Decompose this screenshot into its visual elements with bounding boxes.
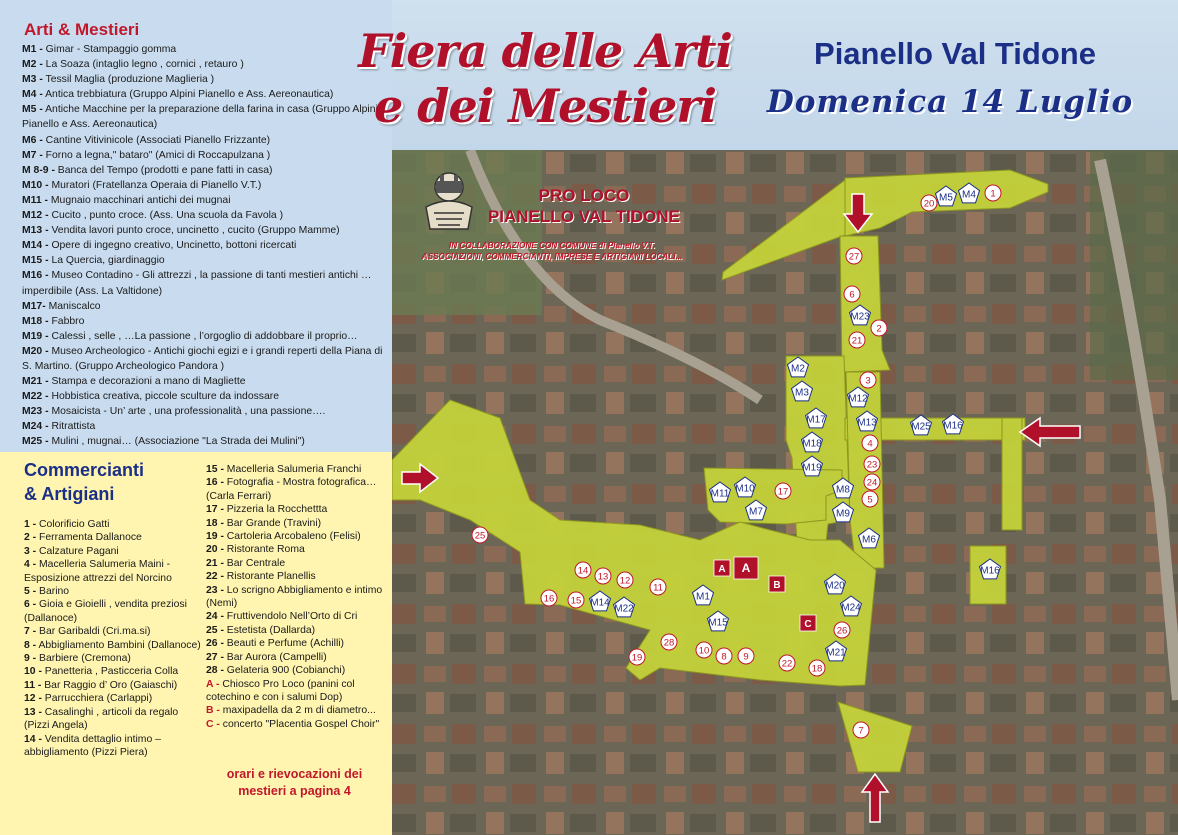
event-title	[355, 24, 735, 134]
shop-text: Bar Aurora (Campelli)	[223, 651, 327, 663]
shop-code: 7 -	[24, 626, 37, 638]
craft-marker-label: M4	[962, 189, 976, 201]
craft-text: La Soaza (intaglio legno , cornici , retauro )	[42, 59, 244, 71]
shop-marker	[575, 562, 591, 578]
shop-text: Ristorante Planellis	[223, 571, 316, 583]
craft-text: La Quercia, giardinaggio	[48, 255, 165, 267]
shop-code: 28 -	[206, 665, 224, 677]
shop-marker	[738, 648, 754, 664]
shop-code: 4 -	[24, 559, 37, 571]
craft-code: M7 -	[22, 149, 43, 161]
town-name: Pianello Val Tidone	[814, 36, 1096, 71]
shop-marker	[864, 456, 880, 472]
shop-item	[206, 651, 388, 664]
shop-marker	[860, 372, 876, 388]
shop-item	[24, 585, 204, 598]
shop-item	[206, 463, 388, 476]
shop-marker	[921, 195, 937, 211]
shop-code: 26 -	[206, 638, 224, 650]
craft-marker-label: M6	[862, 534, 876, 546]
shop-code: 10 -	[24, 666, 42, 678]
shop-item	[24, 665, 204, 678]
craft-code: M2 -	[22, 59, 43, 71]
shop-marker	[862, 491, 878, 507]
shop-item	[206, 517, 388, 530]
shop-marker-label: 11	[653, 582, 663, 594]
shop-item	[206, 584, 388, 611]
craft-code: M17-	[22, 300, 46, 312]
shop-item	[206, 637, 388, 650]
shop-code: 3 -	[24, 545, 37, 557]
shop-text: Bar Garibaldi (Cri.ma.si)	[36, 626, 151, 638]
craft-marker-label: M17	[806, 414, 826, 426]
craft-text: Mosaicista - Un’ arte , una professionalità , una passione….	[48, 406, 326, 418]
craft-marker-label: M7	[749, 506, 763, 518]
shop-code: 27 -	[206, 651, 224, 663]
craft-code: M11 -	[22, 194, 48, 206]
shop-item	[24, 652, 204, 665]
shop-text: Barino	[36, 586, 70, 598]
proloco-collaboration	[414, 240, 690, 262]
shop-marker	[650, 579, 666, 595]
craft-item	[22, 344, 387, 374]
shop-item	[206, 624, 388, 637]
craft-item	[22, 314, 387, 329]
shop-marker	[661, 634, 677, 650]
craft-item	[22, 223, 387, 238]
shops-list-col1	[24, 518, 204, 759]
shop-marker-label: 28	[663, 637, 675, 649]
schedule-note	[207, 766, 382, 800]
shop-code: 2 -	[24, 532, 37, 544]
letter-marker-label: A	[741, 561, 751, 575]
shop-marker-label: 7	[858, 725, 864, 737]
craft-marker-label: M16	[943, 420, 963, 432]
shops-title	[24, 458, 144, 506]
craft-item	[22, 268, 387, 298]
shop-marker	[775, 483, 791, 499]
shops-title-line1: Commercianti	[24, 460, 145, 480]
craft-code: M12 -	[22, 210, 49, 222]
shop-code: 11 -	[24, 679, 42, 691]
craft-code: M 8-9 -	[22, 164, 55, 176]
craft-item	[22, 148, 387, 163]
shop-marker-label: 21	[851, 335, 863, 347]
shop-code: 9 -	[24, 653, 37, 665]
shop-marker-label: 2	[876, 323, 882, 335]
shop-item	[24, 558, 204, 585]
shop-marker	[853, 722, 869, 738]
shop-text: Bar Centrale	[223, 557, 286, 569]
craft-text: Hobbistica creativa, piccole sculture da indossare	[48, 391, 280, 403]
craft-item	[22, 374, 387, 389]
craft-code: M25 -	[22, 436, 49, 448]
craft-marker-label: M15	[708, 617, 728, 629]
craft-text: Maniscalco	[45, 300, 101, 312]
shop-text: Panetteria , Pasticceria Colla	[41, 666, 179, 678]
craft-item	[22, 238, 387, 253]
craft-text: Antica trebbiatura (Gruppo Alpini Pianello e Ass. Aereonautica)	[42, 89, 334, 101]
shop-item	[206, 557, 388, 570]
shop-marker	[809, 660, 825, 676]
craft-item	[22, 208, 387, 223]
shop-marker	[846, 248, 862, 264]
craft-code: M4 -	[22, 89, 43, 101]
craft-marker-label: M11	[710, 488, 730, 500]
shop-marker	[595, 568, 611, 584]
shop-marker-label: 17	[777, 486, 789, 498]
shop-code: 1 -	[24, 519, 37, 530]
shop-marker-label: 1	[990, 188, 996, 200]
craft-text: Fabbro	[48, 315, 85, 327]
shop-marker	[864, 474, 880, 490]
shop-marker	[862, 435, 878, 451]
shop-text: Beauti e Perfume (Achilli)	[223, 638, 345, 650]
craft-item	[22, 72, 387, 87]
shop-code: 23 -	[206, 584, 224, 596]
shop-item	[206, 664, 388, 677]
shop-code: 8 -	[24, 639, 37, 651]
shop-marker-label: 3	[865, 375, 871, 387]
shop-text: Gelateria 900 (Cobianchi)	[223, 665, 346, 677]
shop-marker	[568, 592, 584, 608]
shop-marker-label: 9	[743, 651, 749, 663]
craft-code: M1 -	[22, 44, 43, 55]
craft-text: Museo Archeologico - Antichi giochi egizi e i grandi reperti della Piana di S. Martino. (Gruppo Archeologico Pandora )	[22, 345, 383, 372]
shop-code: 21 -	[206, 557, 224, 569]
proloco-name-line2: PIANELLO VAL TIDONE	[487, 207, 681, 226]
craft-text: Cucito , punto croce. (Ass. Una scuola da Favola )	[48, 210, 284, 222]
craft-marker-label: M5	[939, 192, 953, 204]
craft-item	[22, 102, 387, 132]
craft-marker-label: M1	[696, 591, 710, 603]
shop-marker-label: 19	[631, 652, 643, 664]
event-date: Domenica 14 Luglio	[766, 84, 1134, 120]
shop-text: Gioia e Gioielli , vendita preziosi (Dallanoce)	[24, 599, 187, 624]
shop-marker	[844, 286, 860, 302]
shop-item	[206, 678, 388, 705]
craft-text: Calessi , selle , …La passione , l’orgoglio di addobbare il proprio…	[48, 330, 358, 342]
shop-marker	[834, 622, 850, 638]
letter-marker-label: B	[773, 580, 781, 591]
craft-item	[22, 193, 387, 208]
craft-text: Stampa e decorazioni a mano di Magliette	[48, 376, 246, 388]
shop-code: B -	[206, 705, 220, 717]
craft-text: Opere di ingegno creativo, Uncinetto, bottoni ricercati	[48, 240, 297, 252]
craft-item	[22, 253, 387, 268]
shop-code: 15 -	[206, 464, 224, 475]
shop-item	[24, 639, 204, 652]
shop-marker-label: 13	[597, 571, 609, 583]
craft-code: M19 -	[22, 330, 49, 342]
craft-item	[22, 57, 387, 72]
craft-item	[22, 178, 387, 193]
shop-marker-label: 6	[849, 289, 855, 301]
craft-marker-label: M13	[857, 417, 877, 429]
craft-code: M18 -	[22, 315, 49, 327]
craft-text: Cantine Vitivinicole (Associati Pianello Frizzante)	[42, 134, 271, 146]
craft-code: M22 -	[22, 391, 49, 403]
shop-marker	[779, 655, 795, 671]
craft-code: M20 -	[22, 345, 49, 357]
craft-marker-label: M19	[802, 462, 822, 474]
shop-text: Casalinghi , articoli da regalo (Pizzi Angela)	[24, 706, 179, 732]
shop-marker-label: 20	[923, 198, 935, 210]
shop-code: 13 -	[24, 706, 42, 718]
craft-code: M23 -	[22, 406, 49, 418]
craft-marker-label: M24	[841, 602, 861, 614]
shops-list-col2	[206, 463, 388, 731]
proloco-collab-line1: IN COLLABORAZIONE CON COMUNE di Pianello V.T.	[448, 241, 656, 250]
shop-marker-label: 14	[577, 565, 589, 577]
shop-marker	[629, 649, 645, 665]
shop-marker	[849, 332, 865, 348]
craft-text: Banca del Tempo (prodotti e pane fatti in casa)	[54, 164, 273, 176]
shop-item	[24, 598, 204, 625]
proloco-name	[484, 185, 684, 227]
craft-marker-label: M2	[791, 363, 805, 375]
shop-marker-label: 26	[836, 625, 848, 637]
craft-marker-label: M8	[836, 484, 850, 496]
craft-code: M15 -	[22, 255, 49, 267]
shop-text: Estetista (Dallarda)	[223, 624, 316, 636]
shop-text: Parrucchiera (Carlappi)	[41, 693, 153, 705]
shop-code: 24 -	[206, 611, 224, 623]
craft-item	[22, 299, 387, 314]
shop-text: Calzature Pagani	[36, 545, 119, 557]
shop-text: Macelleria Salumeria Franchi	[223, 464, 362, 475]
letter-marker	[714, 560, 730, 576]
letter-marker-label: C	[804, 619, 812, 630]
craft-marker-label: M12	[848, 393, 868, 405]
craft-code: M13 -	[22, 225, 49, 237]
shop-marker-label: 10	[698, 645, 710, 657]
letter-marker	[769, 576, 785, 592]
shop-text: Bar Grande (Travini)	[223, 517, 322, 529]
shop-text: Barbiere (Cremona)	[36, 653, 131, 665]
shop-text: Pizzeria la Rocchettta	[223, 504, 328, 516]
shop-marker	[617, 572, 633, 588]
shop-marker-label: 12	[619, 575, 631, 587]
shop-item	[24, 733, 204, 760]
craft-text: Mulini , mugnai… (Associazione "La Strada dei Mulini")	[48, 436, 305, 448]
shop-text: Fotografia - Mostra fotografica… (Carla Ferrari)	[206, 477, 377, 502]
shop-item	[24, 545, 204, 558]
shop-marker-label: 25	[474, 530, 486, 542]
shop-code: 20 -	[206, 544, 224, 556]
shop-code: C -	[206, 718, 220, 730]
shop-marker-label: 16	[543, 593, 555, 605]
shop-text: Colorificio Gatti	[36, 519, 110, 530]
shop-marker	[716, 648, 732, 664]
craft-marker-label: M10	[735, 483, 755, 495]
shop-text: concerto "Placentia Gospel Choir"	[219, 718, 380, 730]
shop-text: Lo scrigno Abbigliamento e intimo (Nemi)	[206, 584, 383, 610]
letter-marker-label: A	[718, 564, 726, 575]
craft-item	[22, 389, 387, 404]
shop-item	[24, 625, 204, 638]
shop-marker-label: 5	[867, 494, 873, 506]
shop-item	[206, 718, 388, 731]
craft-text: Vendita lavori punto croce, uncinetto , cucito (Gruppo Mamme)	[48, 225, 340, 237]
shop-text: Ferramenta Dallanoce	[36, 532, 142, 544]
shop-text: Abbigliamento Bambini (Dallanoce)	[36, 639, 201, 651]
craft-text: Muratori (Fratellanza Operaia di Pianello V.T.)	[48, 179, 262, 191]
shop-item	[206, 530, 388, 543]
proloco-collab-line2: ASSOCIAZIONI, COMMERCIANTI, IMPRESE E ARTIGIANI LOCALI...	[421, 252, 683, 261]
craft-code: M6 -	[22, 134, 43, 146]
shop-text: Fruttivendolo Nell’Orto di Cri	[223, 611, 358, 623]
schedule-note-line2: mestieri a pagina 4	[238, 784, 351, 798]
craft-code: M5 -	[22, 104, 43, 116]
shop-marker-label: 22	[781, 658, 793, 670]
craft-item	[22, 404, 387, 419]
craft-marker-label: M14	[590, 597, 610, 609]
craft-item	[22, 163, 387, 178]
craft-marker-label: M21	[826, 647, 846, 659]
craft-marker-label: M23	[850, 311, 870, 323]
craft-marker-label: M22	[614, 603, 634, 615]
shop-item	[206, 503, 388, 516]
shop-item	[24, 679, 204, 692]
shop-item	[206, 476, 388, 503]
letter-marker	[800, 615, 816, 631]
shop-item	[206, 543, 388, 556]
craft-item	[22, 419, 387, 434]
shop-marker-label: 18	[811, 663, 823, 675]
event-title-line1: Fiera delle Arti	[358, 24, 732, 78]
craft-marker-label: M3	[795, 387, 809, 399]
craft-marker-label: M20	[825, 580, 845, 592]
shop-marker-label: 23	[866, 459, 878, 471]
shop-code: 19 -	[206, 531, 224, 543]
shop-marker	[871, 320, 887, 336]
craft-text: Mugnaio macchinari antichi dei mugnai	[48, 194, 231, 206]
shop-marker	[541, 590, 557, 606]
craft-code: M24 -	[22, 421, 49, 433]
craft-item	[22, 42, 387, 57]
craft-text: Tessil Maglia (produzione Maglieria )	[42, 74, 215, 86]
shop-text: Macelleria Salumeria Maini - Esposizione attrezzi del Norcino	[24, 559, 172, 584]
shop-marker	[472, 527, 488, 543]
shop-text: Chiosco Pro Loco (panini col cotechino e con i salumi Dop)	[206, 678, 355, 703]
shop-marker-label: 27	[848, 251, 860, 263]
shop-item	[24, 531, 204, 544]
shop-item	[24, 706, 204, 733]
craft-item	[22, 87, 387, 102]
event-title-line2: e dei Mestieri	[374, 79, 716, 133]
craft-text: Antiche Macchine per la preparazione della farina in casa (Gruppo Alpini Pianello e Ass. Aereonautica)	[22, 104, 378, 131]
crafts-title: Arti & Mestieri	[24, 20, 140, 39]
proloco-block	[414, 167, 684, 267]
craft-marker-label: M25	[911, 421, 931, 433]
shop-code: 6 -	[24, 599, 37, 611]
shop-marker	[696, 642, 712, 658]
craft-item	[22, 133, 387, 148]
shop-marker-label: 4	[867, 438, 873, 450]
shop-code: 25 -	[206, 624, 224, 636]
letter-marker	[734, 557, 758, 579]
shop-code: 12 -	[24, 693, 42, 705]
craft-code: M21 -	[22, 376, 49, 388]
crafts-list	[22, 42, 387, 450]
shop-item	[206, 610, 388, 623]
shop-text: Cartoleria Arcobaleno (Felisi)	[223, 531, 361, 543]
craft-code: M16 -	[22, 270, 49, 282]
craft-code: M3 -	[22, 74, 43, 86]
craft-marker-label: M16	[980, 565, 1000, 577]
shop-code: 17 -	[206, 504, 224, 516]
shop-marker-label: 8	[721, 651, 727, 663]
shop-item	[206, 704, 388, 717]
craft-text: Gimar - Stampaggio gomma	[42, 44, 177, 55]
shop-code: 5 -	[24, 586, 37, 598]
schedule-note-line1: orari e rievocazioni dei	[226, 767, 363, 781]
shop-code: 16 -	[206, 477, 224, 489]
craft-marker-label: M18	[802, 438, 822, 450]
shop-text: Bar Raggio d’ Oro (Gaiaschi)	[41, 679, 178, 691]
craft-item	[22, 329, 387, 344]
shop-code: A -	[206, 678, 220, 690]
craft-code: M14 -	[22, 240, 49, 252]
shop-marker-label: 15	[570, 595, 582, 607]
shop-code: 18 -	[206, 517, 224, 529]
shop-text: Ristorante Roma	[223, 544, 305, 556]
shop-text: Vendita dettaglio intimo – abbigliamento (Pizzi Piera)	[24, 733, 161, 758]
craft-code: M10 -	[22, 179, 49, 191]
craft-item	[22, 434, 387, 449]
proloco-logo	[418, 167, 480, 233]
shop-marker	[985, 185, 1001, 201]
shop-text: maxipadella da 2 m di diametro...	[219, 705, 376, 717]
shop-item	[206, 570, 388, 583]
shops-title-line2: & Artigiani	[24, 484, 115, 504]
proloco-name-line1: PRO LOCO	[538, 186, 630, 205]
craft-marker-label: M9	[836, 508, 850, 520]
shop-code: 14 -	[24, 733, 42, 745]
shop-item	[24, 692, 204, 705]
shop-item	[24, 518, 204, 531]
shop-marker-label: 24	[866, 477, 878, 489]
craft-text: Museo Contadino - Gli attrezzi , la passione di tanti mestieri antichi … imperdibile (Ass. La Valtidone)	[22, 270, 372, 297]
craft-text: Ritrattista	[48, 421, 96, 433]
craft-text: Forno a legna," bataro" (Amici di Roccapulzana )	[42, 149, 271, 161]
shop-code: 22 -	[206, 571, 224, 583]
